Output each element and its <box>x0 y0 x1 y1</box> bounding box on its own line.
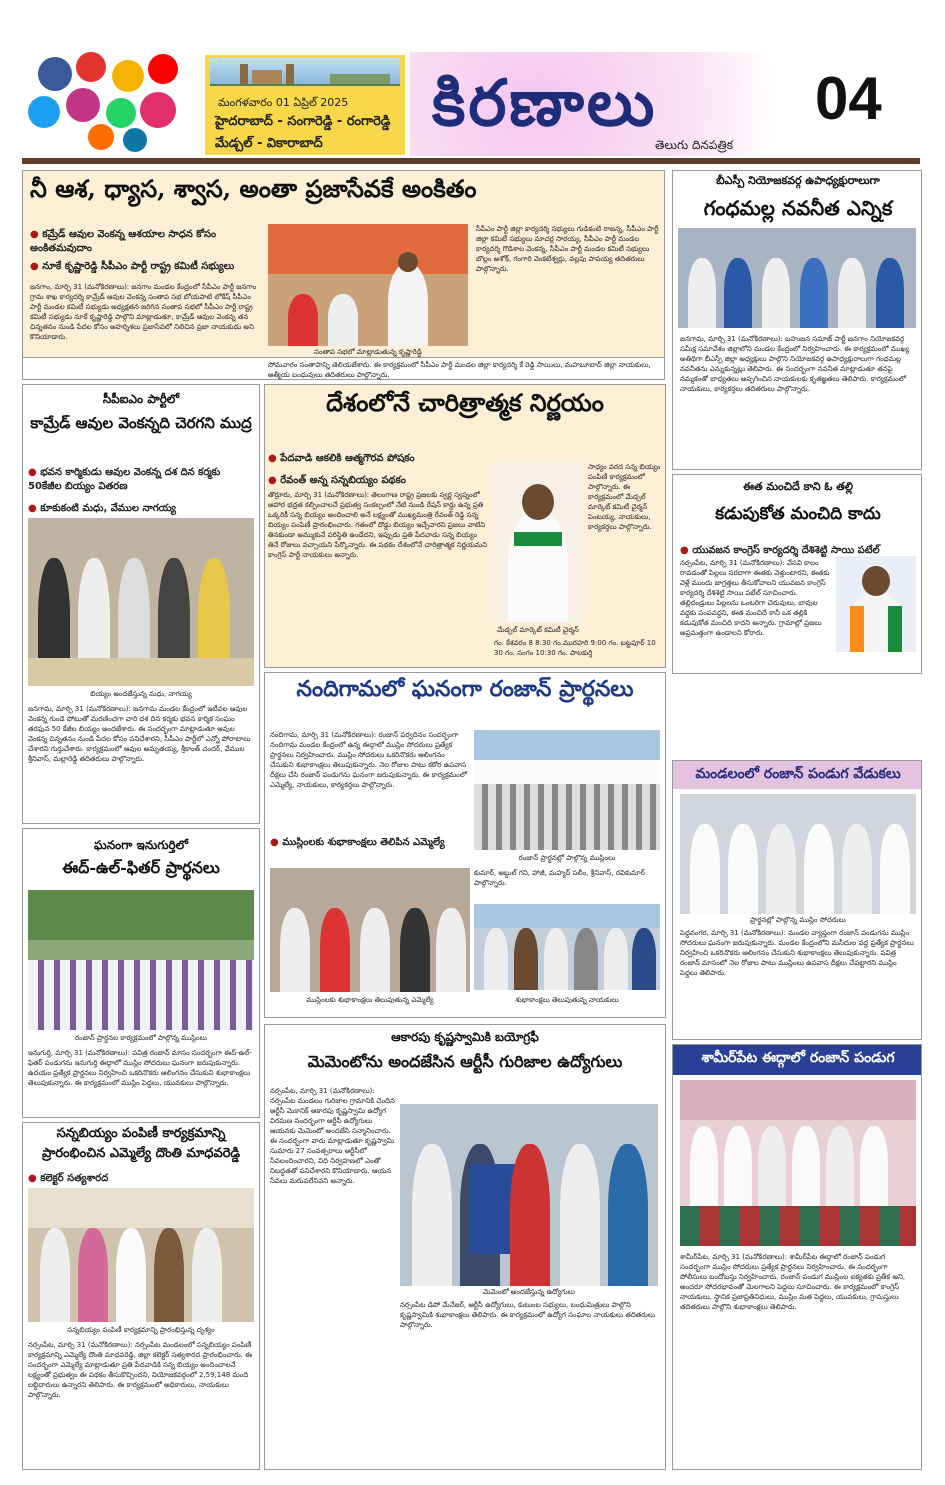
masthead-rule <box>22 158 920 164</box>
story-cpm-kicker: సీపీఐఎం పార్టీలో <box>102 392 180 406</box>
newspaper-subtitle: తెలుగు దినపత్రిక <box>655 138 734 152</box>
story-eid-photo-caption: రంజాన్ ప్రార్థనల కార్యక్రమంలో పాల్గొన్న ముస్లింలు <box>75 1034 207 1042</box>
story-bsp-kicker: బీఎస్పీ నియోజకవర్గ ఉపాధ్యక్షురాలుగా <box>716 174 880 187</box>
story-biopic-body-left: నర్సంపేట, మార్చి 31 (మనోకిరణాలు): నర్సంపేట మండలం గురిజాల గ్రామానికి చెందిన ఆర్టీసీ మెకానిక్ ఆకారపు కృష్ణస్వామి ఉద్యోగ విరమణ సందర్భంగా ఆర్టీసీ ఉద్యోగులు ఆయనకు మెమెంటో అందజేసి సన్మానించారు. ఈ సందర్భంగా వారు మాట్లాడుతూ కృష్ణస్వామి సుమారు 27 సంవత్సరాలు ఆర్టీసీలో సేవలందించారని, విధి నిర్వహణలో ఎంతో నిబద్ధతతో పనిచేశారని కొనియాడారు. ఆయన సేవలు మరువలేనివని అన్నారు. <box>270 1087 395 1185</box>
story-ramzan-subkicker: ● ముస్లింలకు శుభాకాంక్షలు తెలిపిన ఎమ్మెల్యే <box>270 836 470 850</box>
story1-headline: నీ ఆశ, ధ్యాస, శ్వాస, అంతా ప్రజాసేవకే అంకితం <box>30 174 477 203</box>
story-quote-portrait <box>836 556 916 652</box>
story-shamirpet-headline: శామీర్‌పేట ఈద్గాలో రంజాన్ పండుగ <box>701 1050 895 1066</box>
story-shamirpet-body: శామీర్‌పేట, మార్చి 31 (మనోకిరణాలు): శామీర్‌పేట ఈద్గాలో రంజాన్ పండుగ సందర్భంగా ముస్లిం సోదరులు ప్రత్యేక ప్రార్థనలు నిర్వహించారు. ఈ సందర్భంగా పోలీసులు బందోబస్తు నిర్వహించారు. రంజాన్ పండుగ ముస్లింల ఐక్యతకు ప్రతీక అని, అందరూ సోదరభావంతో మెలగాలని పెద్దలు సూచించారు. ఈ కార్యక్రమంలో కాంగ్రెస్ నాయకులు, స్థానిక ప్రజాప్రతినిధులు, ముస్లిం మత పెద్దలు, యువకులు, గ్రామస్తులు తదితరులు పాల్గొని శుభాకాంక్షలు తెలిపారు. <box>680 1253 906 1311</box>
story-cpm-bullet2: ● కూకుకంటి మధు, వేముల నాగయ్య <box>28 502 254 516</box>
story-bsp-headline: గంధమల్ల నవనీత ఎన్నిక <box>703 196 893 220</box>
story-hist-photo-caption: మేడ్చల్ మార్కెట్ కమిటీ చైర్మన్ <box>497 626 579 634</box>
story-biopic-headline: మెమెంటోను అందజేసిన ఆర్టీసీ గురిజాల ఉద్యోగులు <box>307 1052 623 1071</box>
story-mandal-photo <box>680 794 916 914</box>
story-hist-portrait <box>494 462 582 622</box>
story-eid-headline: ఈద్-ఉల్-ఫితర్ ప్రార్థనలు <box>62 858 220 877</box>
story-mandal-headline: మండలంలో రంజాన్ పండుగ వేడుకలు <box>695 766 901 782</box>
district-list-line1: హైదరాబాద్ - సంగారెడ్డి - రంగారెడ్డి <box>215 114 391 129</box>
story-ramzan-photo3 <box>474 904 660 990</box>
newspaper-title: కిరణాలు <box>432 66 658 141</box>
issue-date: మంగళవారం 01 ఏప్రిల్ 2025 <box>218 96 349 109</box>
story-quote-kicker: ఈత మంచిదే కాని ఓ తల్లి <box>743 480 853 493</box>
story1-body-left: జనగాం, మార్చి 31 (మనోకిరణాలు): జనగాం మండల కేంద్రంలో సీపీఎం పార్టీ జనగాం గ్రామ శాఖ కార్యదర్శి కామ్రేడ్ ఆవుల వెంకన్న సంతాప సభ బోయపాటి లోకేష్ సీపీఎం పార్టీ మండల కమిటీ సభ్యుడు అధ్యక్షతన జరిగిన సంతాప సభలో సీపీఎం పార్టీ రాష్ట్ర కమిటీ సభ్యుడు నూకే కృష్ణారెడ్డి పాల్గొని మాట్లాడుతూ, కామ్రేడ్ ఆవుల వెంకన్న తన చిన్నతనం నుండి పేదల కోసం అహర్నిశలు ప్రజాసేవలో నిలిచిన ప్రజా నాయకుడు అని కొనియాడారు. <box>30 283 257 341</box>
story-cpm-headline: కామ్రేడ్ ఆవుల వెంకన్నది చెరగని ముద్ర <box>30 414 252 432</box>
story1-photo <box>268 224 468 346</box>
story-quote-body: నర్సంపేట, మార్చి 31 (మనోకిరణాలు): వేసవి కాలం రావడంతో పిల్లలు సరదాగా ఈతకు వెళ్తుంటారని, ఈతకు వెళ్లే ముందు జాగ్రత్తలు తీసుకోవాలని యువజన కాంగ్రెస్ కార్యదర్శి దేశిశెట్టి సాయి పటేల్ సూచించారు. తల్లిదండ్రులు పిల్లలను ఒంటరిగా చెరువులు, బావుల వద్దకు పంపవద్దని, ఈత మంచిదే కానీ ఒక తల్లికి కడుపుకోత మంచిది కాదని అన్నారు. గ్రామాల్లో ప్రజలు అప్రమత్తంగా ఉండాలని కోరారు. <box>680 559 830 637</box>
story-eid-body: ఇనుగుర్తి, మార్చి 31 (మనోకిరణాలు): పవిత్ర రంజాన్ మాసం సందర్భంగా ఈద్-ఉల్-ఫితర్ పండుగను ఇనుగుర్తి ఈద్గాలో ముస్లిం సోదరులు ఘనంగా జరుపుకున్నారు. ఉదయం ప్రత్యేక ప్రార్థనలు నిర్వహించి ఒకరినొకరు ఆలింగనం చేసుకుని శుభాకాంక్షలు తెలుపుకున్నారు. ఈ కార్యక్రమంలో ముస్లిం పెద్దలు, యువకులు పాల్గొన్నారు. <box>28 1049 252 1087</box>
story1-body-mid: సీపీఎం పార్టీ జిల్లా కార్యదర్శి సభ్యులు గుడికంటి రాజన్న, సీపీఎం పార్టీ జిల్లా కమిటీ సభ్యులు మాచర్ల సారయ్య, సీపీఎం పార్టీ మండల కార్యదర్శి గొడిశాల వెంకన్న, సీపీఎం పార్టీ మండల కమిటీ సభ్యులు బొల్లం అశోక్, గంగారి వెంకటేశ్వర్లు, వల్లపు పాపయ్య తదితరులు పాల్గొన్నారు. <box>476 225 659 273</box>
story-ramzan-photo1-caption: రంజాన్ ప్రార్థనల్లో పాల్గొన్న ముస్లింలు <box>518 854 616 862</box>
story-quote-bullet1: ● యువజన కాంగ్రెస్ కార్యదర్శి దేశిశెట్టి సాయి పటేల్ <box>680 544 916 558</box>
story1-photo-caption: సంతాప సభలో మాట్లాడుతున్న కృష్ణారెడ్డి <box>314 348 422 356</box>
story-shamirpet-photo <box>680 1080 916 1246</box>
page-number: 04 <box>815 65 882 132</box>
story-cpm-bullet1: ● భవన కార్మికుడు ఆవుల వెంకన్న దశ దిన కర్మకు 50కేజీల బియ్యం వితరణ <box>28 466 254 494</box>
story-eid-kicker: ఘనంగా ఇనుగుర్తిలో <box>94 838 188 852</box>
story-mandal-body: పెద్దవంగర, మార్చి 31 (మనోకిరణాలు): మండల వ్యాప్తంగా రంజాన్ పండుగను ముస్లిం సోదరులు ఘనంగా జరుపుకున్నారు. మండల కేంద్రంలోని మసీదుల వద్ద ప్రత్యేక ప్రార్థనలు నిర్వహించి ఒకరినొకరు ఆలింగనం చేసుకుని శుభాకాంక్షలు తెలుపుకున్నారు. పవిత్ర రంజాన్ మాసంలో నెల రోజుల పాటు ముస్లింలు ఉపవాస దీక్షలు చేపట్టారని ముస్లిం పెద్దలు తెలిపారు. <box>680 929 914 977</box>
story-ramzan-photo2 <box>270 868 470 992</box>
district-list-line2: మేడ్చల్ - వికారాబాద్ <box>215 136 323 151</box>
story-rice-headline2: ప్రారంభించిన ఎమ్మెల్యే దొంతి మాధవరెడ్డి <box>41 1146 241 1161</box>
story-biopic-photo <box>400 1104 658 1286</box>
story-ramzan-photo1 <box>474 730 660 850</box>
city-skyline-image <box>210 58 400 86</box>
story1-bullet2: ● నూకే కృష్ణారెడ్డి సీపీఎం పార్టీ రాష్ట్ర కమిటీ సభ్యులు <box>30 260 260 274</box>
story-bsp-body: జనగామ, మార్చి 31 (మనోకిరణాలు): బహుజన సమాజ్ పార్టీ జనగాం నియోజకవర్గ సమీక్ష సమావేశం జిల్లాలోని మండల కేంద్రంలో నిర్వహించారు. ఈ కార్యక్రమంలో ముఖ్య అతిథిగా బీఎస్పీ జిల్లా అధ్యక్షులు పాల్గొని నియోజకవర్గ ఉపాధ్యక్షురాలుగా గంధమల్ల నవనీతను ఎన్నుకున్నట్లు తెలిపారు. ఈ సందర్భంగా నవనీత మాట్లాడుతూ తనపై నమ్మకంతో బాధ్యతలు అప్పగించిన నాయకులకు కృతజ్ఞతలు తెలిపారు. కార్యక్రమంలో నాయకులు, కార్యకర్తలు తదితరులు పాల్గొన్నారు. <box>680 335 910 393</box>
story-ramzan-photo2-caption: ముస్లింలకు శుభాకాంక్షలు తెలుపుతున్న ఎమ్మెల్యే <box>306 996 434 1004</box>
story-ramzan-headline: నందిగామలో ఘనంగా రంజాన్ ప్రార్థనలు <box>296 676 634 702</box>
story-rice-body: నర్సంపేట, మార్చి 31 (మనోకిరణాలు): నర్సంపేట మండలంలో సన్నబియ్యం పంపిణీ కార్యక్రమాన్ని ఎమ్మెల్యే దొంతి మాధవరెడ్డి, జిల్లా కలెక్టర్ సత్యశారద ప్రారంభించారు. ఈ సందర్భంగా ఎమ్మెల్యే మాట్లాడుతూ ప్రతి పేదవాడికి సన్న బియ్యం అందించాలనే లక్ష్యంతో ప్రభుత్వం ఈ పథకం తీసుకొచ్చిందని, నియోజకవర్గంలో 2,59,148 మంది లబ్ధిదారులు ఉన్నారని తెలిపారు. ఈ కార్యక్రమంలో అధికారులు, నాయకులు పాల్గొన్నారు. <box>28 1341 253 1399</box>
story-hist-body: తొర్రూరు, మార్చి 31 (మనోకిరణాలు): తెలంగాణ రాష్ట్ర ప్రజలకు స్వర్ణ స్వప్నంలో ఆహార భద్రత కల్పించాలనే ప్రభుత్వ సంకల్పంలో నేటి నుండి రేషన్ కార్డు ఉన్న ప్రతి ఒక్కరికీ సన్న బియ్యం అందించాలి అనే లక్ష్యంతో ముఖ్యమంత్రి రేవంత్ రెడ్డి సన్న బియ్యం పంపిణీ ప్రారంభించారు. గతంలో దొడ్డు బియ్యం ఇచ్చేవారని ప్రజలు వాటిని తినకుండా అమ్ముకునే పరిస్థితి ఉండేదని, ఇప్పుడు ప్రతి పేదవాడు సన్న బియ్యం తినే రోజులు వచ్చాయని పేర్కొన్నారు. ఈ పథకం దేశంలోనే చారిత్రాత్మక నిర్ణయమని కాంగ్రెస్ పార్టీ నాయకులు అన్నారు. <box>268 491 488 559</box>
story-hist-bullet2: ● రేవంత్ అన్న సన్నబియ్యం పథకం <box>268 474 488 488</box>
story-cpm-body: జనగామ, మార్చి 31 (మనోకిరణాలు): జనగామ మండల కేంద్రంలో ఇటీవల ఆవుల వెంకన్న గుండె పోటుతో మరణించగా వారి దశ దిన కర్మకు భవన కార్మిక సంఘం తరఫున 50 కేజీల బియ్యం అందజేశారు. ఈ సందర్భంగా మాట్లాడుతూ ఆవుల వెంకన్న చిన్నతనం నుండి పేదల కోసం పనిచేశారని, సీపీఎం పార్టీలో ఎన్నో పోరాటాలు చేశారని గుర్తుచేశారు. కార్యక్రమంలో ఆవుల అమృతయ్య, శ్రీకాంత్ చందర్, వేముల శ్రీనివాస్, మల్లారెడ్డి తదితరులు పాల్గొన్నారు. <box>28 705 251 763</box>
story-bsp-photo <box>678 228 916 328</box>
story1-bullet1: ● కమ్రేడ్ ఆవుల వెంకన్న ఆశయాల సాధన కోసం అంకితమవుదాం <box>30 228 260 256</box>
story-eid-photo <box>28 890 254 1030</box>
social-media-icons-graphic <box>28 52 198 152</box>
story-mandal-photo-caption: ప్రార్థనల్లో పాల్గొన్న ముస్లిం సోదరులు <box>750 916 846 924</box>
story-hist-side: సాధ్యం వరద సన్న బియ్యం పంపిణీ కార్యక్రమంలో పాల్గొన్నారు. ఈ కార్యక్రమంలో మేడ్చల్ మార్కెట్ కమిటీ చైర్మన్ పెంటయ్య, నాయకులు, కార్యకర్తలు పాల్గొన్నారు. <box>588 463 661 531</box>
story-hist-timings: గం. కేశవరం 8 8:30 గం.మురహరి 9:00 గం. బట్టపూర్ 10 30 గం. సంగం 10:30 గం. పాలకుర్తి <box>494 639 656 657</box>
story-biopic-body-right: నర్సంపేట డిపో మేనేజర్, ఆర్టీసీ ఉద్యోగులు, కుటుంబ సభ్యులు, బంధుమిత్రులు పాల్గొని కృష్ణస్వామికి శుభాకాంక్షలు తెలిపారు. ఈ కార్యక్రమంలో ఉద్యోగ సంఘాల నాయకులు తదితరులు పాల్గొన్నారు. <box>400 1301 656 1329</box>
story-quote-headline: కడుపుకోత మంచిది కాదు <box>715 504 881 524</box>
story-ramzan-body: నందిగామ, మార్చి 31 (మనోకిరణాలు): రంజాన్ పర్వదినం సందర్భంగా నందిగామ మండల కేంద్రంలో ఉన్న ఈద్గాలో ముస్లిం సోదరులు ప్రత్యేక ప్రార్థనలు నిర్వహించారు. ముస్లిం సోదరులు ఒకరినొకరు ఆలింగనం చేసుకుని శుభాకాంక్షలు తెలుపుకున్నారు. నెల రోజుల పాటు కఠోర ఉపవాస దీక్షలు చేసి రంజాన్ పండుగను ఘనంగా జరుపుకున్నారు. ఈ కార్యక్రమంలో ఎమ్మెల్యే, నాయకులు, కార్యకర్తలు పాల్గొన్నారు. <box>270 731 467 789</box>
story-rice-photo <box>28 1188 254 1322</box>
story-rice-bullet1: ● కలెక్టర్ సత్యశారద <box>28 1172 254 1186</box>
story-hist-bullet1: ● పేదవాడి ఆకలికి ఆత్మగౌరవ పోషకం <box>268 452 488 466</box>
story-ramzan-photo3-caption: శుభాకాంక్షలు తెలుపుతున్న నాయకులు <box>515 996 619 1004</box>
story-rice-headline1: సన్నబియ్యం పంపిణీ కార్యక్రమాన్ని <box>56 1126 226 1141</box>
story-cpm-photo-caption: బియ్యం అందజేస్తున్న మధు, నాగయ్య <box>90 690 192 698</box>
story-hist-headline: దేశంలోనే చారిత్రాత్మక నిర్ణయం <box>326 388 604 417</box>
story-rice-photo-caption: సన్నబియ్యం పంపిణీ కార్యక్రమాన్ని ప్రారంభిస్తున్న దృశ్యం <box>67 1326 215 1334</box>
story-biopic-photo-caption: మెమెంటో అందజేస్తున్న ఉద్యోగులు <box>482 1288 576 1296</box>
story1-body-bottom: సోమవారం సంతాపాన్ని తెలియజేశారు. ఈ కార్యక్రమంలో సీపీఎం పార్టీ మండల జిల్లా కార్యదర్శి కే రెడ్డి సాయిలు, మహబూబాద్ జిల్లా నాయకులు, ఆత్మీయ బంధువులు తదితరులు పాల్గొన్నారు. <box>268 361 651 379</box>
story-biopic-kicker: ఆకారపు కృష్ణస్వామికి బయోగ్రఫీ <box>391 1030 539 1044</box>
story-ramzan-tail: కుమార్, అబ్దుల్ గని, హాజీ, మహ్మద్ సలీం, శ్రీనివాస్, రవికుమార్ పాల్గొన్నారు. <box>474 869 645 887</box>
story-cpm-photo <box>28 518 254 686</box>
